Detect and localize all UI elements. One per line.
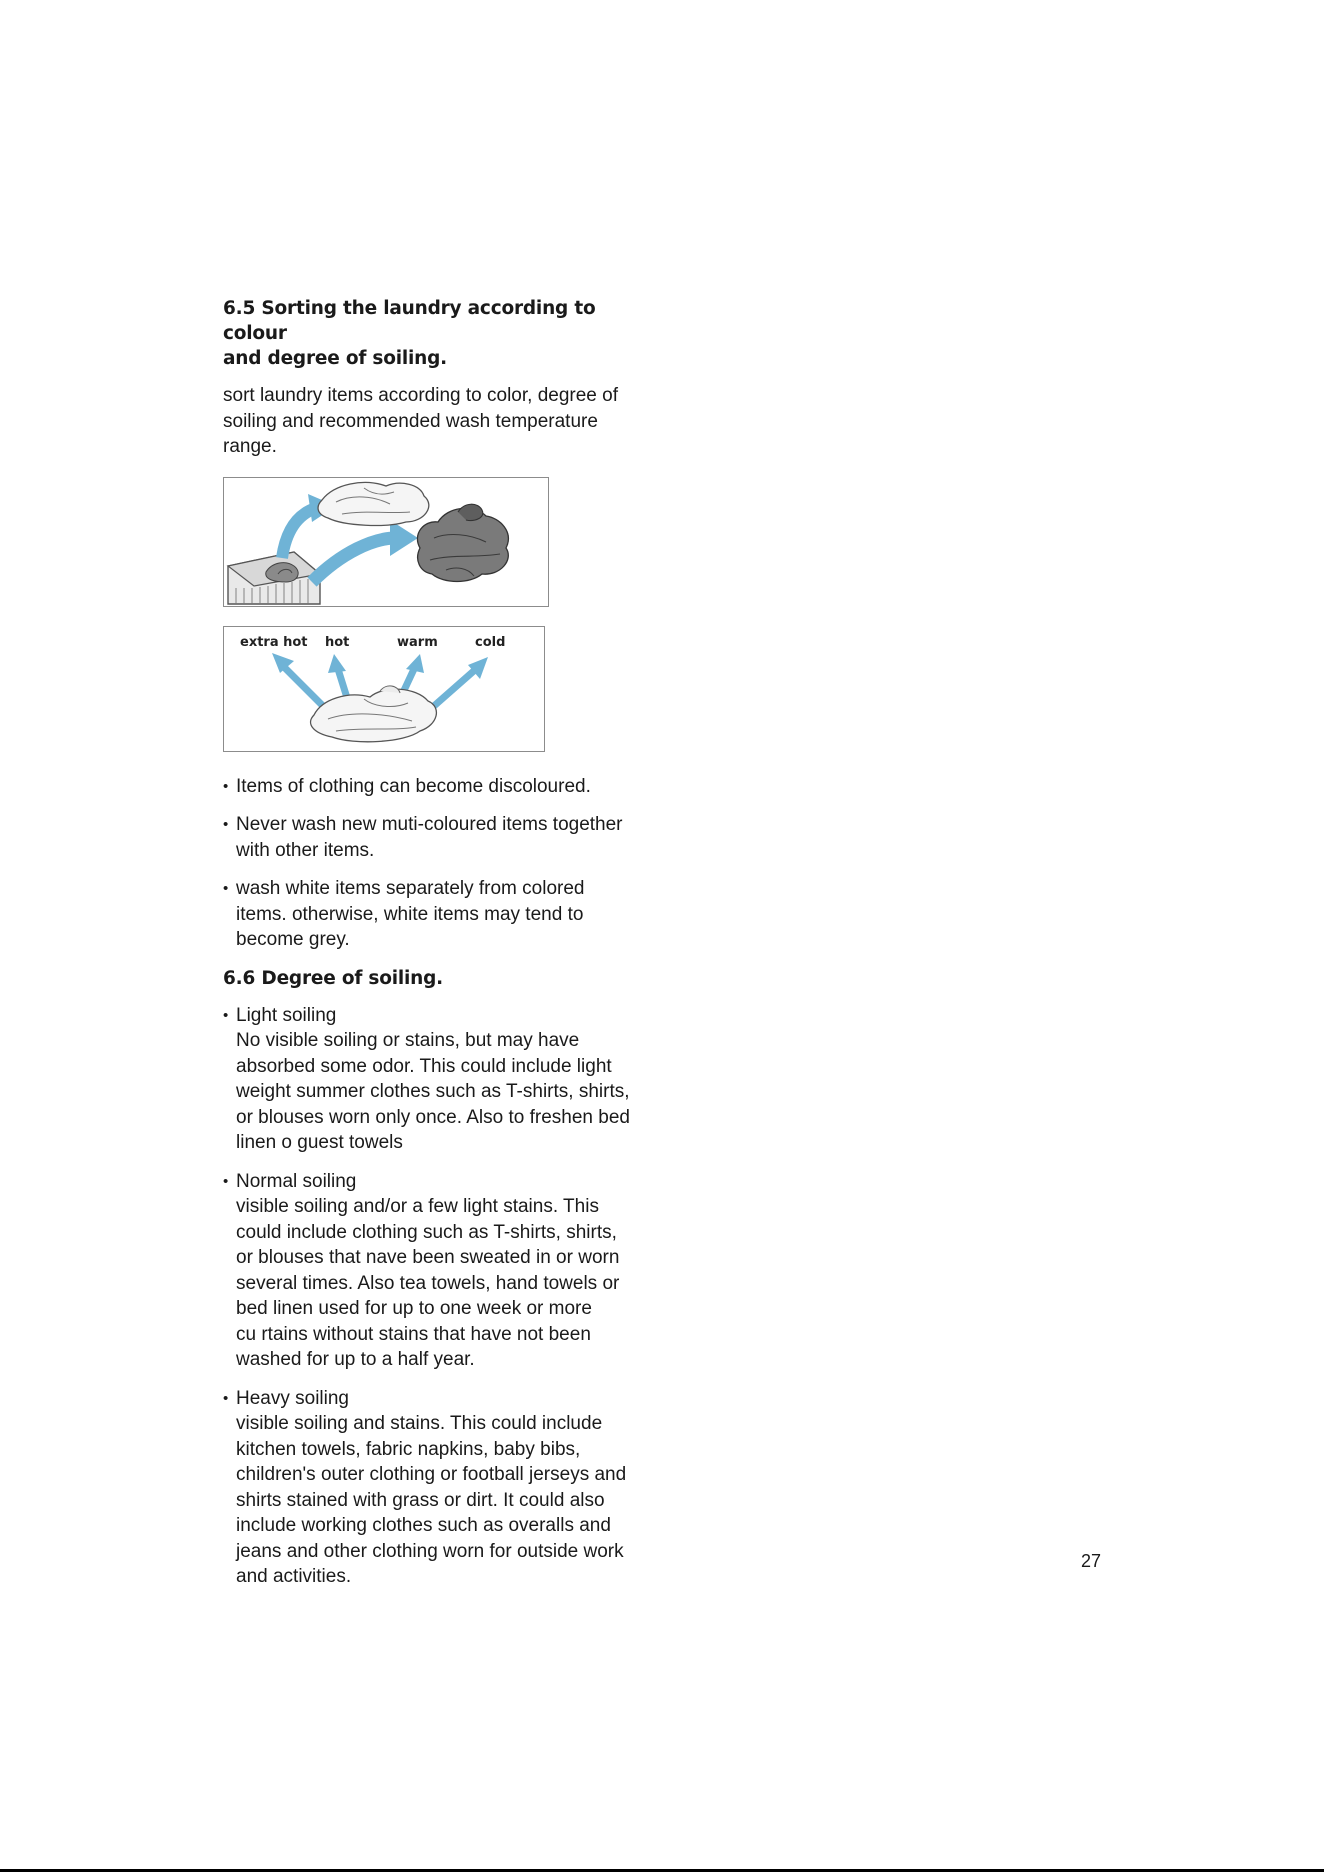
section-heading-6-6: 6.6 Degree of soiling. <box>223 967 444 989</box>
list-item <box>223 1386 663 1590</box>
bullet-line: Light soiling <box>236 1004 337 1026</box>
bullet-line: Never wash new muti-coloured items together <box>236 814 623 835</box>
heading-line-2: and degree of soiling. <box>223 348 448 369</box>
list-item <box>223 876 663 953</box>
bullet-dot-icon: • <box>223 880 229 897</box>
bullet-dot-icon: • <box>223 1006 229 1024</box>
light-clothes-pile-icon <box>318 482 429 525</box>
intro-line: soiling and recommended wash temperature <box>223 410 598 432</box>
heading-line-1: 6.5 Sorting the laundry according to colour <box>223 298 596 344</box>
arrow-head-dark <box>390 520 418 556</box>
bullet-line: No visible soiling or stains, but may have <box>236 1030 580 1051</box>
bullet-line: children's outer clothing or football jerseys and <box>236 1464 627 1485</box>
intro-paragraph <box>223 383 663 460</box>
bullet-line: washed for up to a half year. <box>236 1349 475 1370</box>
section-heading-6-5 <box>223 296 663 371</box>
laundry-basket-icon <box>228 552 320 604</box>
bullet-line: cu rtains without stains that have not been <box>236 1323 591 1345</box>
bullet-line: and activities. <box>236 1566 352 1587</box>
bullet-line: become grey. <box>236 929 350 950</box>
bullet-dot-icon: • <box>223 1389 229 1407</box>
bullet-line: kitchen towels, fabric napkins, baby bibs, <box>236 1438 581 1460</box>
content-column <box>223 296 663 1603</box>
soiling-bullet-list <box>223 1003 663 1590</box>
arrow-to-light-pile <box>282 508 316 558</box>
label-extra-hot: extra hot <box>240 634 308 650</box>
bullet-line: or blouses that nave been sweated in or worn <box>236 1247 620 1268</box>
bullet-line: or blouses worn only once. Also to freshen bed <box>236 1106 630 1128</box>
label-hot: hot <box>325 634 350 650</box>
bullet-line: items. otherwise, white items may tend to <box>236 903 584 925</box>
list-item <box>223 812 663 863</box>
intro-line: sort laundry items according to color, degree of <box>223 385 618 406</box>
bullet-line: could include clothing such as T-shirts, shirts, <box>236 1221 617 1243</box>
page-number: 27 <box>1081 1551 1102 1571</box>
label-warm: warm <box>397 634 438 650</box>
bullet-dot-icon: • <box>223 777 229 795</box>
bullet-line: absorbed some odor. This could include light <box>236 1055 612 1077</box>
bullet-line: bed linen used for up to one week or more <box>236 1298 592 1319</box>
temperature-illustration-graphic <box>224 627 544 751</box>
bullet-line: linen o guest towels <box>236 1132 403 1153</box>
intro-line: range. <box>223 436 277 457</box>
bullet-line: several times. Also tea towels, hand towels or <box>236 1272 620 1294</box>
clothes-pile-icon <box>311 685 437 741</box>
bullet-line: jeans and other clothing worn for outside work <box>236 1540 624 1562</box>
arrow-to-dark-pile <box>312 538 396 582</box>
list-item <box>223 1003 663 1156</box>
label-cold: cold <box>475 634 506 650</box>
bullet-line: include working clothes such as overalls and <box>236 1515 611 1536</box>
temperature-illustration <box>223 626 545 752</box>
bullet-line: Normal soiling <box>236 1170 357 1192</box>
bullet-line: Heavy soiling <box>236 1387 349 1409</box>
bullet-dot-icon: • <box>223 816 229 833</box>
bullet-line: weight summer clothes such as T-shirts, shirts, <box>236 1081 630 1102</box>
bullet-line: with other items. <box>236 839 375 861</box>
sorting-illustration-graphic <box>224 478 548 606</box>
bullet-dot-icon: • <box>223 1172 229 1190</box>
bullet-line: visible soiling and/or a few light stains. This <box>236 1196 599 1217</box>
list-item <box>223 1169 663 1373</box>
dark-clothes-pile-icon <box>417 504 508 581</box>
bullet-line: visible soiling and stains. This could include <box>236 1413 603 1434</box>
bullet-line: wash white items separately from colored <box>236 878 585 899</box>
sorting-bullet-list <box>223 774 663 953</box>
sorting-illustration <box>223 477 549 607</box>
list-item <box>223 774 663 800</box>
bullet-line: shirts stained with grass or dirt. It could also <box>236 1489 605 1511</box>
bullet-line: Items of clothing can become discoloured. <box>236 775 591 797</box>
